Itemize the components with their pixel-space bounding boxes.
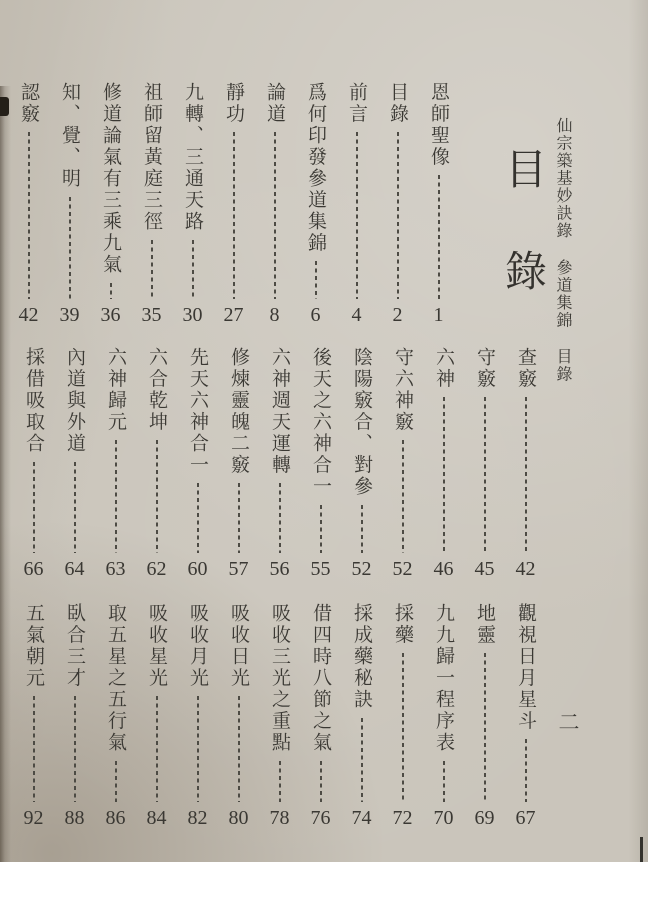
toc-entry <box>131 82 172 326</box>
toc-entry-title: 靜功 <box>223 82 244 125</box>
toc-entry <box>341 347 382 580</box>
dotted-leader <box>28 132 30 299</box>
toc-entry-title: 六合乾坤 <box>146 347 167 433</box>
dotted-leader <box>443 397 445 553</box>
toc-entry <box>300 603 341 829</box>
toc-entry-title: 恩師聖像 <box>428 82 449 168</box>
dotted-leader <box>315 261 317 299</box>
dotted-leader <box>320 505 322 554</box>
dotted-leader <box>320 761 322 803</box>
toc-entry <box>218 603 259 829</box>
page-number: 60 <box>187 558 208 580</box>
toc-entry <box>136 347 177 580</box>
toc-entry <box>382 603 423 829</box>
toc-entry <box>218 347 259 580</box>
dotted-leader <box>238 483 240 553</box>
toc-entry-title: 六神歸元 <box>105 347 126 433</box>
dotted-leader <box>115 761 117 803</box>
dotted-leader <box>402 440 404 553</box>
toc-entry-title: 採藥 <box>392 603 413 646</box>
dotted-leader <box>525 397 527 553</box>
toc-entry <box>177 603 218 829</box>
toc-entry <box>377 82 418 326</box>
toc-entry-title: 爲何印發參道集錦 <box>305 82 326 254</box>
toc-entry <box>54 347 95 580</box>
toc-entry <box>259 347 300 580</box>
toc-entry-title: 祖師留黃庭三徑 <box>141 82 162 233</box>
toc-entry-title: 查竅 <box>515 347 536 390</box>
dotted-leader <box>192 240 194 300</box>
dotted-leader <box>397 132 399 299</box>
dotted-leader <box>69 197 71 300</box>
toc-entry-title: 後天之六神合一 <box>310 347 331 498</box>
toc-entry <box>136 603 177 829</box>
toc-entry-title: 觀視日月星斗 <box>515 603 536 732</box>
toc-entry <box>341 603 382 829</box>
toc-entry <box>213 82 254 326</box>
toc-entry-title: 吸收月光 <box>187 603 208 689</box>
toc-entry-title: 陰陽竅合、對參 <box>351 347 372 498</box>
page-number: 80 <box>228 807 249 829</box>
page-number: 70 <box>433 807 454 829</box>
toc-entry-title: 借四時八節之氣 <box>310 603 331 754</box>
toc-entry <box>464 347 505 580</box>
page-number: 74 <box>351 807 372 829</box>
page-number: 56 <box>269 558 290 580</box>
page-title: 目錄 <box>499 147 545 351</box>
page-number: 4 <box>351 304 362 326</box>
page-number: 92 <box>23 807 44 829</box>
page-number: 46 <box>433 558 454 580</box>
page-number: 39 <box>59 304 80 326</box>
dotted-leader <box>151 240 153 300</box>
toc-section-bottom <box>8 603 546 829</box>
page-number: 6 <box>310 304 321 326</box>
toc-entry <box>505 603 546 829</box>
dotted-leader <box>279 483 281 553</box>
toc-entry <box>418 82 459 326</box>
dotted-leader <box>33 462 35 554</box>
toc-entry-title: 採成藥秘訣 <box>351 603 372 711</box>
toc-entry <box>177 347 218 580</box>
toc-entry <box>423 603 464 829</box>
toc-entry <box>13 347 54 580</box>
dotted-leader <box>443 761 445 803</box>
toc-entry-title: 五氣朝元 <box>23 603 44 689</box>
page-number: 57 <box>228 558 249 580</box>
dotted-leader <box>525 739 527 802</box>
masthead <box>554 117 570 383</box>
toc-entry <box>8 82 49 326</box>
page-number: 62 <box>146 558 167 580</box>
page-number: 86 <box>105 807 126 829</box>
toc-section-top <box>8 82 459 326</box>
toc-entry-title: 守六神竅 <box>392 347 413 433</box>
page-number: 42 <box>18 304 39 326</box>
dotted-leader <box>356 132 358 299</box>
toc-entry <box>300 347 341 580</box>
toc-entry <box>90 82 131 326</box>
toc-entry-title: 六神週天運轉 <box>269 347 290 476</box>
toc-entry <box>95 347 136 580</box>
dotted-leader <box>279 761 281 803</box>
dotted-leader <box>74 696 76 802</box>
page-number: 45 <box>474 558 495 580</box>
toc-entry-title: 先天六神合一 <box>187 347 208 476</box>
page-number: 76 <box>310 807 331 829</box>
page-number: 52 <box>392 558 413 580</box>
page-number: 36 <box>100 304 121 326</box>
scan-bottom-margin <box>0 862 648 897</box>
toc-entry-title: 地靈 <box>474 603 495 646</box>
toc-entry <box>54 603 95 829</box>
page-number: 52 <box>351 558 372 580</box>
toc-entry <box>464 603 505 829</box>
page-number: 82 <box>187 807 208 829</box>
page-number: 72 <box>392 807 413 829</box>
page-number: 67 <box>515 807 536 829</box>
dotted-leader <box>233 132 235 299</box>
toc-entry <box>254 82 295 326</box>
toc-entry-title: 吸收日光 <box>228 603 249 689</box>
toc-entry-title: 吸收三光之重點 <box>269 603 290 754</box>
toc-entry-title: 吸收星光 <box>146 603 167 689</box>
dotted-leader <box>156 696 158 802</box>
page-number: 42 <box>515 558 536 580</box>
page-number: 66 <box>23 558 44 580</box>
dotted-leader <box>110 283 112 300</box>
page-number: 1 <box>433 304 444 326</box>
toc-entry-title: 內道與外道 <box>64 347 85 455</box>
toc-entry-title: 九九歸一程序表 <box>433 603 454 754</box>
toc-entry-title: 論道 <box>264 82 285 125</box>
toc-entry-title: 前言 <box>346 82 367 125</box>
toc-entry <box>295 82 336 326</box>
dotted-leader <box>484 653 486 802</box>
page-number: 64 <box>64 558 85 580</box>
toc-entry <box>95 603 136 829</box>
toc-entry-title: 六神 <box>433 347 454 390</box>
folio-page-number: 二 <box>556 711 580 734</box>
toc-entry-title: 修煉靈魄二竅 <box>228 347 249 476</box>
page-number: 63 <box>105 558 126 580</box>
dotted-leader <box>361 718 363 803</box>
page-number: 78 <box>269 807 290 829</box>
page-number: 2 <box>392 304 403 326</box>
dotted-leader <box>115 440 117 553</box>
book-title: 仙宗築基妙訣錄 <box>554 117 571 240</box>
masthead-section-label: 目錄 <box>554 347 571 383</box>
toc-section-middle <box>8 347 546 580</box>
dotted-leader <box>197 696 199 802</box>
dotted-leader <box>156 440 158 553</box>
page-number: 84 <box>146 807 167 829</box>
toc-entry <box>336 82 377 326</box>
toc-entry <box>505 347 546 580</box>
toc-entry-title: 取五星之五行氣 <box>105 603 126 754</box>
toc-entry-title: 目錄 <box>387 82 408 125</box>
toc-entry <box>259 603 300 829</box>
dotted-leader <box>74 462 76 554</box>
toc-entry-title: 認竅 <box>18 82 39 125</box>
dotted-leader <box>361 505 363 554</box>
dotted-leader <box>238 696 240 802</box>
page-number: 27 <box>223 304 244 326</box>
toc-entry-title: 採借吸取合 <box>23 347 44 455</box>
dotted-leader <box>438 175 440 299</box>
toc-entry <box>423 347 464 580</box>
scan-edge-mark <box>640 837 643 862</box>
toc-entry <box>172 82 213 326</box>
toc-entry <box>13 603 54 829</box>
toc-entry-title: 修道論氣有三乘九氣 <box>100 82 121 276</box>
toc-entry-title: 臥合三才 <box>64 603 85 689</box>
toc-entry-title: 九轉、三通天路 <box>182 82 203 233</box>
page-number: 35 <box>141 304 162 326</box>
page-number: 30 <box>182 304 203 326</box>
toc-entry-title: 守竅 <box>474 347 495 390</box>
page-number: 88 <box>64 807 85 829</box>
toc-entry <box>382 347 423 580</box>
toc-entry-title: 知、覺、明 <box>59 82 80 190</box>
page-number: 69 <box>474 807 495 829</box>
toc-entry <box>49 82 90 326</box>
dotted-leader <box>402 653 404 802</box>
dotted-leader <box>33 696 35 802</box>
dotted-leader <box>274 132 276 299</box>
dotted-leader <box>197 483 199 553</box>
dotted-leader <box>484 397 486 553</box>
collection-title: 參道集錦 <box>554 258 571 329</box>
page-number: 8 <box>269 304 280 326</box>
page-number: 55 <box>310 558 331 580</box>
